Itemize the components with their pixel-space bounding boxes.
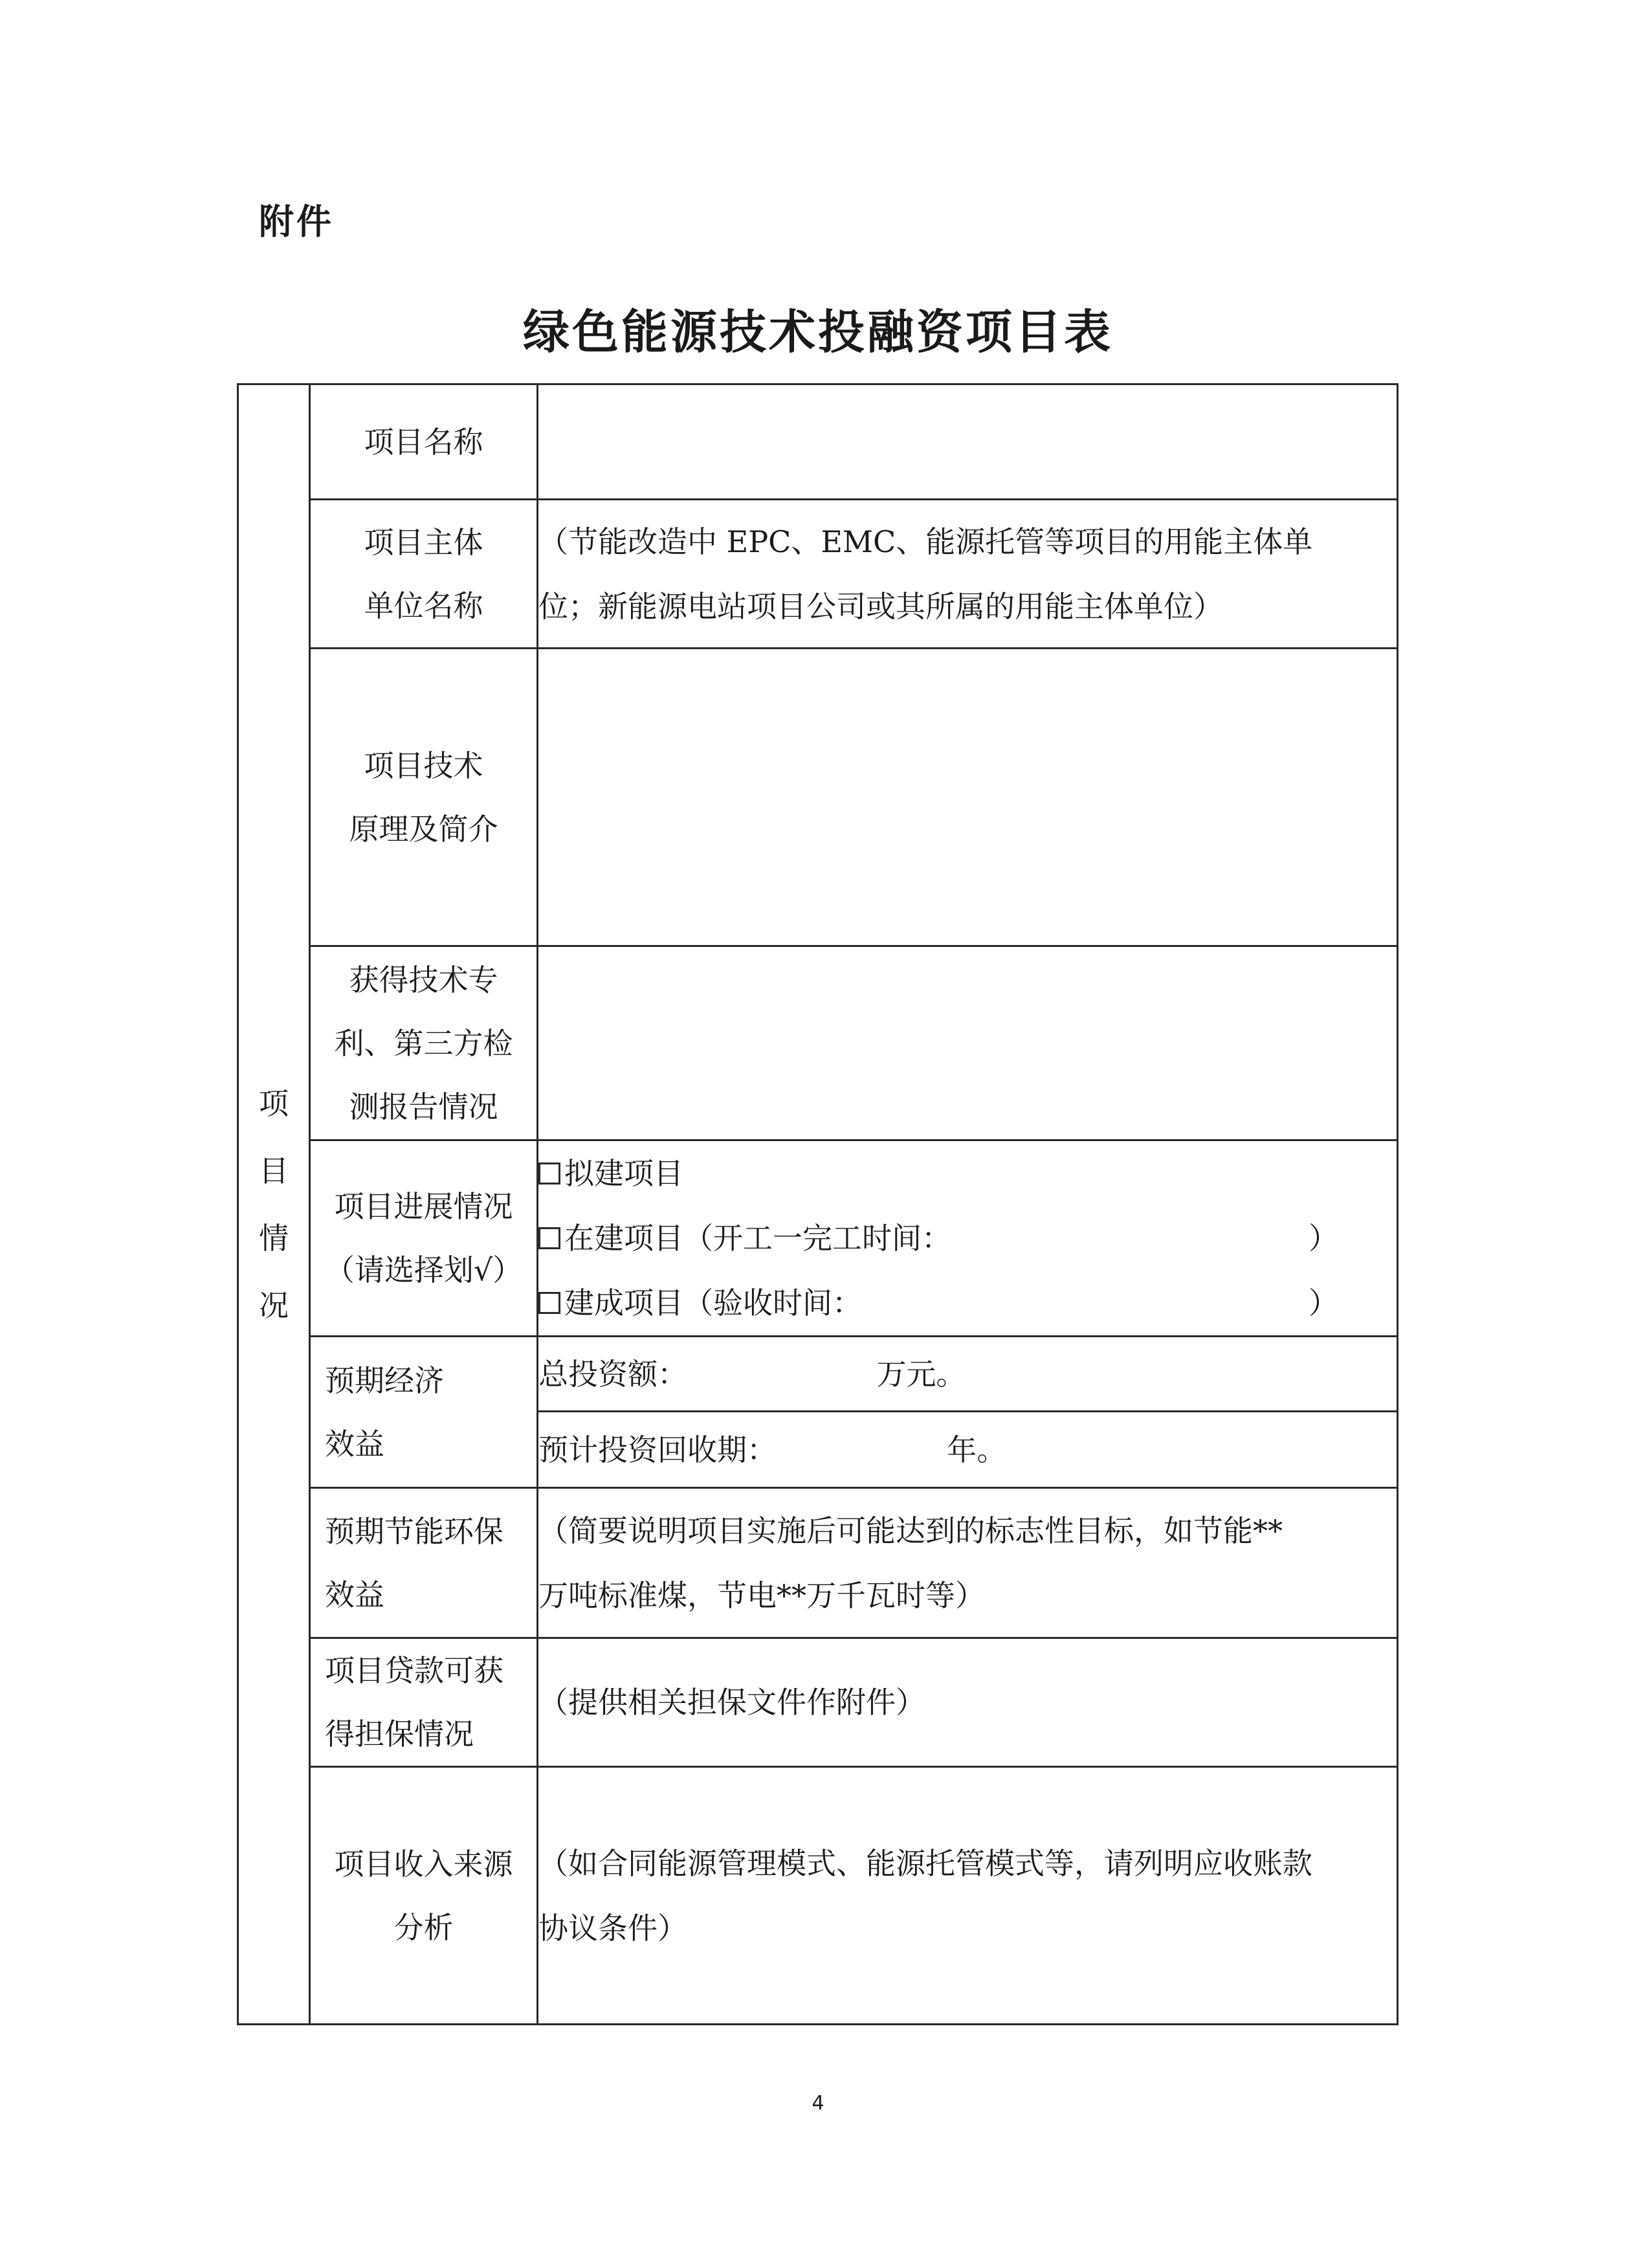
patent-report-field[interactable] (538, 946, 1398, 1140)
table-row (238, 1638, 1398, 1767)
payback-field[interactable]: 预计投资回收期： 年。 (538, 1412, 1398, 1488)
project-name-field[interactable] (538, 384, 1398, 500)
label-project-name: 项目名称 (310, 384, 538, 500)
table-row (238, 384, 1398, 500)
label-income: 项目收入来源 分析 (310, 1767, 538, 2025)
entity-hint-text: （节能改造中 EPC、EMC、能源托管等项目的用能主体单 位；新能源电站项目公司或其所属的用能主体单位） (538, 524, 1313, 624)
label-progress: 项目进展情况 （请选择划√） (310, 1140, 538, 1337)
label-tech-principle: 项目技术 原理及简介 (310, 649, 538, 946)
table-row (238, 946, 1398, 1140)
page-number: 4 (812, 2092, 824, 2115)
checkbox-icon[interactable] (538, 1292, 560, 1314)
option-under-construction[interactable]: 在建项目（开工一完工时间： ） (538, 1206, 1397, 1271)
guarantee-hint-text: （提供相关担保文件作附件） (538, 1685, 925, 1720)
progress-options (538, 1140, 1398, 1337)
table-row (238, 1140, 1398, 1337)
attachment-label: 附件 (259, 201, 334, 242)
table-row (238, 1337, 1398, 1412)
label-entity-name: 项目主体 单位名称 (310, 500, 538, 649)
option-completed[interactable]: 建成项目（验收时间： ） (538, 1271, 1397, 1335)
entity-name-field[interactable] (538, 500, 1398, 649)
category-cell (238, 384, 310, 2025)
label-energy-benefit: 预期节能环保 效益 (310, 1488, 538, 1638)
label-guarantee: 项目贷款可获 得担保情况 (310, 1638, 538, 1767)
income-hint-text: （如合同能源管理模式、能源托管模式等，请列明应收账款 协议条件） (538, 1845, 1312, 1946)
project-form-table (237, 383, 1398, 2025)
label-economic: 预期经济 效益 (310, 1337, 538, 1488)
table-row (238, 500, 1398, 649)
table-row (238, 1488, 1398, 1638)
table-row (238, 649, 1398, 946)
energy-benefit-field[interactable] (538, 1488, 1398, 1638)
checkbox-icon[interactable] (538, 1227, 560, 1249)
category-label: 项 目 情 况 (259, 1085, 289, 1323)
investment-field[interactable]: 总投资额： 万元。 (538, 1337, 1398, 1412)
income-field[interactable] (538, 1767, 1398, 2025)
energy-hint-text: （简要说明项目实施后可能达到的标志性目标，如节能** 万吨标准煤，节电**万千瓦时等） (538, 1513, 1283, 1613)
label-patent-report: 获得技术专 利、第三方检 测报告情况 (310, 946, 538, 1140)
document-title: 绿色能源技术投融资项目表 (522, 305, 1113, 359)
option-planned[interactable]: 拟建项目 (538, 1141, 1397, 1206)
tech-principle-field[interactable] (538, 649, 1398, 946)
table-row (238, 1767, 1398, 2025)
checkbox-icon[interactable] (538, 1162, 560, 1184)
guarantee-field[interactable] (538, 1638, 1398, 1767)
